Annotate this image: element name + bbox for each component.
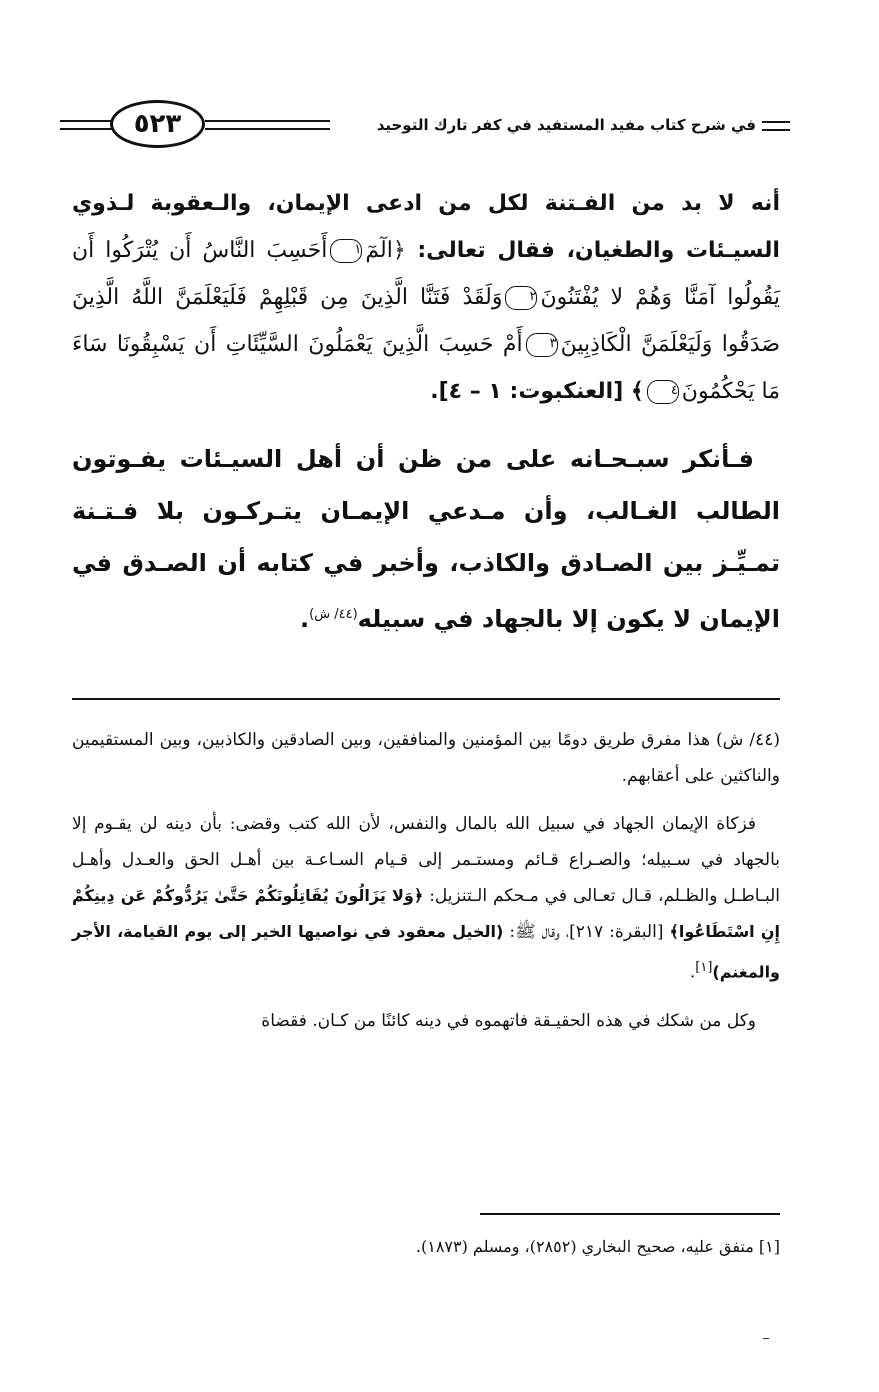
- quran-verse: ﴿الٓمٓ١أَحَسِبَ النَّاسُ أَن يُتْرَكُوا أَن يَقُولُوا آمَنَّا وَهُمْ لا يُفْتَنُونَ٢وَلَقَدْ فَتَنَّا الَّذِينَ مِن قَبْلِهِمْ فَلَيَعْلَمَنَّ اللَّهُ الَّذِينَ صَدَقُوا وَلَيَعْلَمَنَّ الْكَاذِبِينَ٣أَمْ حَسِبَ الَّذِينَ يَعْمَلُونَ السَّيِّئَاتِ أَن يَسْبِقُونَا سَاءَ مَا يَحْكُمُونَ٤: [72, 238, 780, 404]
- title-rule: [762, 121, 790, 131]
- header-rule-left: [60, 120, 112, 130]
- footnote-reference: [١]: [695, 960, 713, 975]
- aya-marker-icon: ٢: [505, 286, 537, 310]
- footnote-separator: [480, 1213, 780, 1215]
- aya-marker-icon: ١: [330, 239, 362, 263]
- hadith-quote: (الخيل معقود في نواصيها الخير إلى يوم القيامة، الأجر والمغنم): [72, 922, 780, 982]
- paragraph-1: أنه لا بد من الفـتنة لكل من ادعى الإيمان، والـعقوبة لـذوي السيـئات والطغيان، فقال تعالى: ﴿الٓمٓ١أَحَسِبَ النَّاسُ أَن يُتْرَكُوا أَن يَقُولُوا آمَنَّا وَهُمْ لا يُفْتَنُونَ٢وَلَقَدْ فَتَنَّا الَّذِينَ مِن قَبْلِهِمْ فَلَيَعْلَمَنَّ اللَّهُ الَّذِينَ صَدَقُوا وَلَيَعْلَمَنَّ الْكَاذِبِينَ٣أَمْ حَسِبَ الَّذِينَ يَعْمَلُونَ السَّيِّئَاتِ أَن يَسْبِقُونَا سَاءَ مَا يَحْكُمُونَ٤﴾ [العنكبوت: ١ – ٤].: [72, 191, 780, 404]
- note-paragraph: وكل من شكك في هذه الحقيـقة فاتهموه في دينه كائنًا من كـان. فقضاة: [261, 1010, 756, 1031]
- page-number: ٥٢٣: [110, 100, 205, 148]
- paragraph-2: فـأنكر سبـحـانه على من ظن أن أهل السيـئات يفـوتون الطالب الغـالب، وأن مـدعي الإيمـان يتـركـون بلا فـتـنة تمـيِّـز بين الصـادق والكاذب، وأخبر في كتابه أن الصـدق في الإيمان لا يكون إلا بالجهاد في سبيله$^{(٤٤/ ش)}$.: [72, 445, 780, 633]
- main-text: [72, 180, 780, 645]
- aya-marker-icon: ٣: [526, 333, 558, 357]
- footnote: [١] متفق عليه، صحيح البخاري (٢٨٥٢)، ومسلم (١٨٧٣).: [415, 1237, 780, 1256]
- aya-marker-icon: ٤: [647, 380, 679, 404]
- running-title-text: في شرح كتاب مفيد المستفيد في كفر تارك التوحيد: [376, 116, 756, 134]
- commentary-notes: [72, 722, 780, 1039]
- header-rule-right: [205, 120, 330, 130]
- page-header: [60, 96, 790, 160]
- notes-separator: [72, 698, 780, 700]
- quran-verse: ﴿وَلا يَزَالُونَ يُقَاتِلُونَكُمْ حَتَّىٰ يَرُدُّوكُمْ عَن دِينِكُمْ إِنِ اسْتَطَاعُوا﴾: [72, 886, 781, 941]
- scan-mark: [763, 1338, 769, 1339]
- note-44: (٤٤/ ش) هذا مفرق طريق دومًا بين المؤمنين والمنافقين، وبين الصادقين والكاذبين، وبين المستقيمين والناكثين على أعقابهم.: [72, 730, 780, 786]
- note-paragraph: فزكاة الإيمان الجهاد في سبيل الله بالمال والنفس، لأن الله كتب وقضى: بأن دينه لن يقـوم إلا بالجهاد في سـبيله؛ والصـراع قـائم ومستـمر إلى قـيام السـاعـة بين أهـل الحق والعـدل وأهـل البـاطـل والظـلم، قـال تعـالى في مـحكم الـتنزيل: ﴿وَلا يَزَالُونَ يُقَاتِلُونَكُمْ حَتَّىٰ يَرُدُّوكُمْ عَن دِينِكُمْ إِنِ اسْتَطَاعُوا﴾ [البقرة: ٢١٧]، وقال ﷺ: (الخيل معقود في نواصيها الخير إلى يوم القيامة، الأجر والمغنم)[١].: [72, 814, 781, 983]
- running-title: [377, 116, 790, 134]
- note-reference: (٤٤/ ش): [309, 607, 358, 622]
